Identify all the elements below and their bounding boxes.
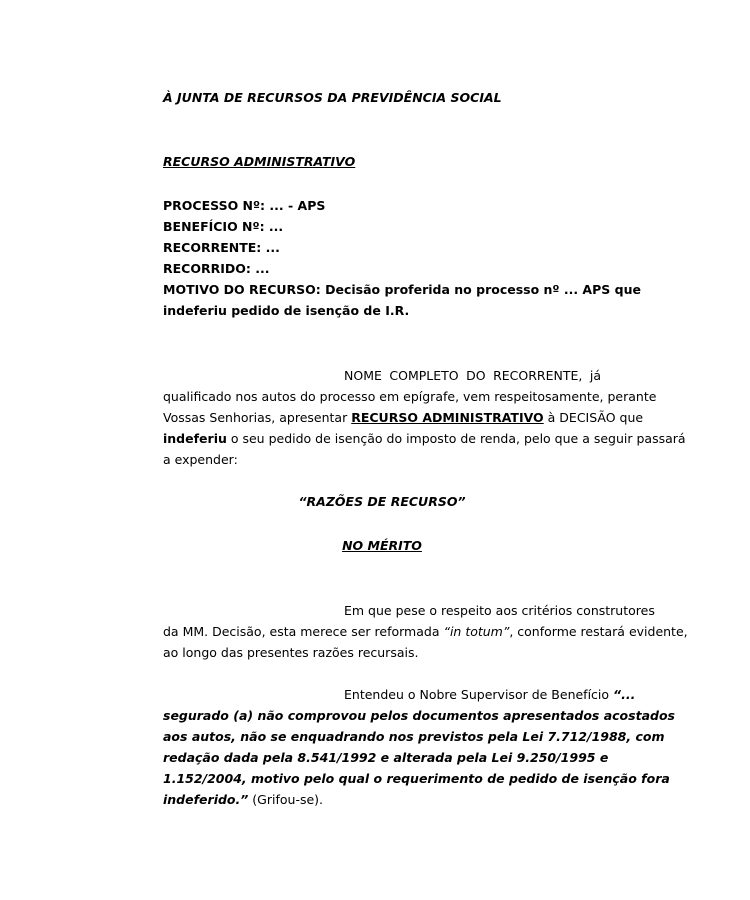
para1-text: da MM. Decisão, esta merece ser reformada — [163, 624, 440, 639]
razoes-heading: “RAZÕES DE RECURSO” — [298, 494, 466, 509]
intro-line-1: NOME COMPLETO DO RECORRENTE, já — [344, 368, 601, 383]
intro-line-4 — [163, 428, 686, 449]
para2-line-6 — [163, 789, 601, 810]
para1-text: , conforme restará evidente, — [509, 624, 688, 639]
motivo-field-line2: indeferiu pedido de isenção de I.R. — [163, 303, 410, 318]
intro-text: o seu pedido de isenção do imposto de renda, pelo que a seguir passará — [230, 431, 686, 446]
intro-line-3 — [163, 407, 644, 428]
case-fields — [163, 195, 641, 321]
grifou-se-note: (Grifou-se). — [252, 792, 324, 807]
para2-text: Entendeu o Nobre Supervisor de Benefício — [344, 687, 610, 702]
recurso-emphasis: RECURSO ADMINISTRATIVO — [351, 410, 544, 425]
intro-paragraph — [163, 365, 686, 470]
motivo-field-line1: MOTIVO DO RECURSO: Decisão proferida no processo nº ... APS que — [163, 282, 641, 297]
para2-line-3: aos autos, não se enquadrando nos previstos pela Lei 7.712/1988, com — [163, 729, 665, 744]
recorrido-field: RECORRIDO: ... — [163, 261, 270, 276]
processo-field: PROCESSO Nº: ... - APS — [163, 198, 326, 213]
para2-line-5: 1.152/2004, motivo pelo qual o requerimento de pedido de isenção fora — [163, 771, 670, 786]
intro-line-2: qualificado nos autos do processo em epígrafe, vem respeitosamente, perante — [163, 389, 657, 404]
in-totum-emphasis: “in totum” — [443, 624, 510, 639]
recorrente-field: RECORRENTE: ... — [163, 240, 280, 255]
beneficio-field: BENEFÍCIO Nº: ... — [163, 219, 284, 234]
intro-line-5: a expender: — [163, 452, 238, 467]
para1-line-1: Em que pese o respeito aos critérios construtores — [344, 603, 655, 618]
merito-heading-text: NO MÉRITO — [342, 538, 422, 553]
quote-open: “... — [613, 687, 636, 702]
document-type-heading: RECURSO ADMINISTRATIVO — [163, 154, 356, 169]
addressee-heading: À JUNTA DE RECURSOS DA PREVIDÊNCIA SOCIAL — [163, 90, 502, 105]
paragraph-2 — [163, 684, 675, 810]
paragraph-1 — [163, 600, 688, 663]
merito-heading — [163, 538, 601, 553]
indeferiu-emphasis: indeferiu — [163, 431, 227, 446]
para2-line-4: redação dada pela 8.541/1992 e alterada pela Lei 9.250/1995 e — [163, 750, 609, 765]
para2-line-2: segurado (a) não comprovou pelos documentos apresentados acostados — [163, 708, 675, 723]
quote-close: indeferido.” — [163, 792, 249, 807]
intro-text: à DECISÃO que — [547, 410, 644, 425]
para1-line-3: ao longo das presentes razões recursais. — [163, 645, 419, 660]
para1-line-2 — [163, 621, 688, 642]
intro-text: Vossas Senhorias, apresentar — [163, 410, 348, 425]
para2-line-1 — [163, 684, 636, 705]
